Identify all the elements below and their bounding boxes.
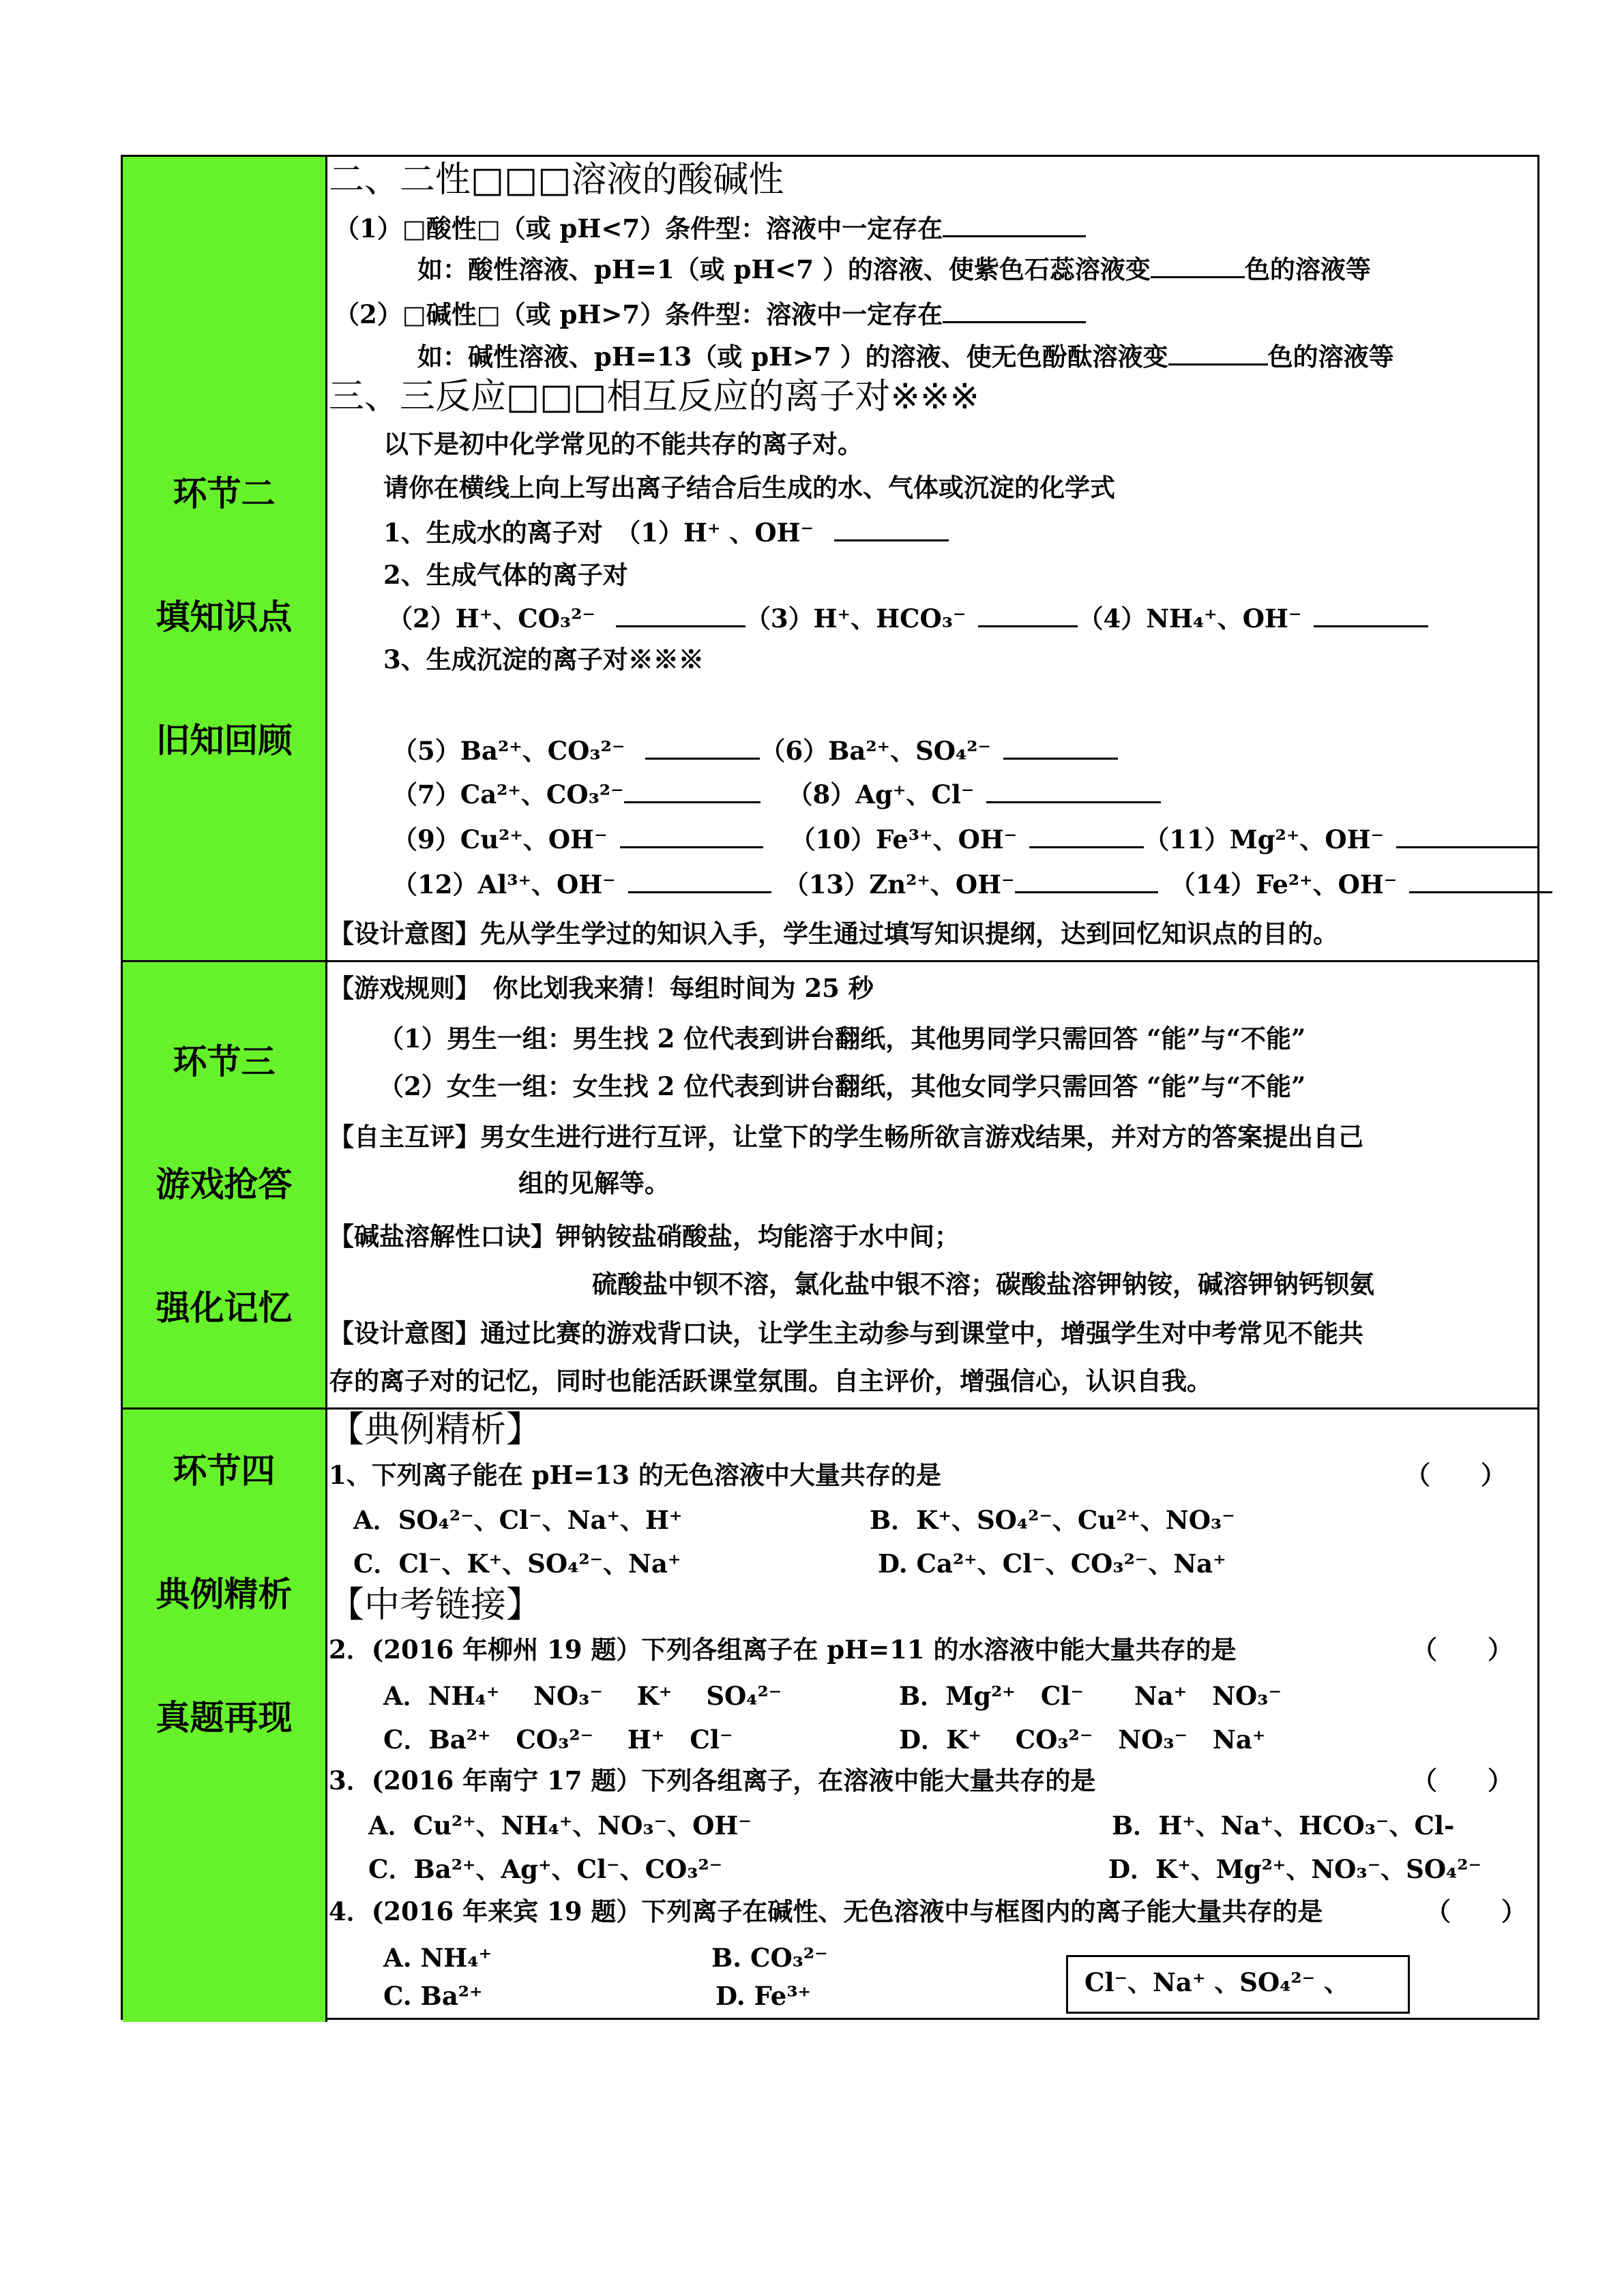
design-intent-2: 【设计意图】先从学生学过的知识入手，学生通过填写知识提纲，达到回忆知识点的目的。 — [329, 919, 1338, 949]
label-examples: 典例精析 — [156, 1575, 293, 1614]
blank-ppt-8[interactable] — [986, 778, 1161, 803]
girls-rule: （2）女生一组：女生找 2 位代表到讲台翻纸，其他女同学只需回答 “能”与“不能” — [379, 1071, 1306, 1101]
heading-exam-links: 【中考链接】 — [329, 1585, 542, 1626]
q1-option-d[interactable]: D. Ca²⁺、Cl⁻、CO₃²⁻、Na⁺ — [878, 1549, 1226, 1579]
design-intent-3a: 【设计意图】通过比赛的游戏背口诀，让学生主动参与到课堂中，增强学生对中考常见不能共 — [329, 1318, 1363, 1348]
label-memory: 强化记忆 — [156, 1288, 293, 1328]
precipitate-row-1: （5）Ba²⁺、CO₃²⁻ （6）Ba²⁺、SO₄²⁻ — [392, 734, 1118, 768]
section-two-label — [123, 157, 327, 960]
blank-ppt-6[interactable] — [1003, 734, 1118, 760]
rhyme-line-1: 【碱盐溶解性口诀】钾钠铵盐硝酸盐，均能溶于水中间； — [329, 1221, 960, 1251]
blank-gas-4[interactable] — [1314, 602, 1428, 627]
precipitate-pairs-title: 3、生成沉淀的离子对※※※ — [383, 644, 704, 674]
q4-option-a[interactable]: A. NH₄⁺ — [383, 1943, 492, 1973]
precipitate-row-4: （12）Al³⁺、OH⁻ （13）Zn²⁺、OH⁻ （14）Fe²⁺、OH⁻ — [392, 867, 1552, 901]
q3-option-c[interactable]: C．Ba²⁺、Ag⁺、Cl⁻、CO₃²⁻ — [368, 1854, 723, 1884]
precipitate-row-3: （9）Cu²⁺、OH⁻ （10）Fe³⁺、OH⁻ （11）Mg²⁺、OH⁻ — [392, 822, 1539, 856]
q1-option-a[interactable]: A．SO₄²⁻、Cl⁻、Na⁺、H⁺ — [353, 1505, 683, 1535]
blank-ppt-12[interactable] — [628, 868, 771, 893]
blank-gas-3[interactable] — [978, 602, 1078, 627]
section-four-label — [123, 1410, 327, 2022]
blank-water[interactable] — [834, 516, 949, 541]
intro-line-2: 请你在横线上向上写出离子结合后生成的水、气体或沉淀的化学式 — [383, 473, 1115, 503]
q1-option-c[interactable]: C．Cl⁻、K⁺、SO₄²⁻、Na⁺ — [353, 1549, 681, 1579]
blank-ppt-7[interactable] — [624, 778, 761, 803]
q2-option-b[interactable]: B．Mg²⁺ Cl⁻ Na⁺ NO₃⁻ — [899, 1681, 1282, 1711]
q3-option-d[interactable]: D．K⁺、Mg²⁺、NO₃⁻、SO₄²⁻ — [1108, 1854, 1482, 1884]
water-pairs: 1、生成水的离子对 （1）H⁺ 、OH⁻ — [383, 516, 949, 550]
question-1: 1、下列离子能在 pH=13 的无色溶液中大量共存的是 — [329, 1460, 941, 1490]
design-intent-3b: 存的离子对的记忆，同时也能活跃课堂氛围。自主评价，增强信心，认识自我。 — [329, 1366, 1212, 1396]
blank-litmus-color[interactable] — [1151, 253, 1245, 278]
blank-ppt-13[interactable] — [1015, 868, 1158, 893]
label-review: 旧知回顾 — [156, 721, 293, 760]
answer-paren-4[interactable]: （ ） — [1426, 1896, 1526, 1926]
q4-option-c[interactable]: C. Ba²⁺ — [383, 1981, 483, 2011]
answer-paren-1[interactable]: （ ） — [1405, 1460, 1506, 1490]
q2-option-c[interactable]: C．Ba²⁺ CO₃²⁻ H⁺ Cl⁻ — [383, 1725, 733, 1755]
q1-option-b[interactable]: B．K⁺、SO₄²⁻、Cu²⁺、NO₃⁻ — [870, 1505, 1235, 1535]
question-2: 2．(2016 年柳州 19 题）下列各组离子在 pH=11 的水溶液中能大量共存的是 — [329, 1635, 1237, 1665]
label-stage-three: 环节三 — [173, 1042, 276, 1082]
self-eval-2: 组的见解等。 — [518, 1168, 670, 1198]
blank-base-ion[interactable] — [943, 298, 1086, 323]
q2-option-d[interactable]: D．K⁺ CO₃²⁻ NO₃⁻ Na⁺ — [899, 1725, 1266, 1755]
heading-acidity: 二、二性□□□溶液的酸碱性 — [329, 160, 784, 200]
self-eval-1: 【自主互评】男女生进行进行互评，让堂下的学生畅所欲言游戏结果，并对方的答案提出自己 — [329, 1122, 1363, 1152]
blank-gas-2[interactable] — [616, 602, 745, 627]
blank-ppt-11[interactable] — [1396, 823, 1539, 848]
blank-phenol-color[interactable] — [1168, 340, 1268, 366]
label-stage-four: 环节四 — [173, 1451, 276, 1491]
section-three-label — [123, 962, 327, 1410]
game-rule: 【游戏规则】 你比划我来猜！每组时间为 25 秒 — [329, 973, 874, 1003]
label-fill-knowledge: 填知识点 — [156, 597, 293, 637]
boys-rule: （1）男生一组：男生找 2 位代表到讲台翻纸，其他男同学只需回答 “能”与“不能” — [379, 1024, 1306, 1054]
blank-ppt-9[interactable] — [620, 823, 763, 848]
blank-ppt-14[interactable] — [1409, 868, 1552, 893]
precipitate-row-2: （7）Ca²⁺、CO₃²⁻ （8）Ag⁺、Cl⁻ — [392, 777, 1161, 811]
rhyme-line-2: 硫酸盐中钡不溶，氯化盐中银不溶；碳酸盐溶钾钠铵，碱溶钾钠钙钡氨 — [592, 1269, 1374, 1299]
question-4: 4．(2016 年来宾 19 题）下列离子在碱性、无色溶液中与框图内的离子能大量共存的是 — [329, 1896, 1323, 1926]
intro-line-1: 以下是初中化学常见的不能共存的离子对。 — [383, 429, 863, 459]
q2-option-a[interactable]: A．NH₄⁺ NO₃⁻ K⁺ SO₄²⁻ — [383, 1681, 782, 1711]
answer-paren-2[interactable]: （ ） — [1412, 1635, 1513, 1665]
label-stage-two: 环节二 — [173, 474, 276, 513]
gas-pairs-title: 2、生成气体的离子对 — [383, 560, 628, 590]
q4-option-d[interactable]: D. Fe³⁺ — [715, 1981, 812, 2011]
basic-condition: （2）□碱性□（或 pH>7）条件型：溶液中一定存在 — [334, 297, 1086, 331]
blank-ppt-5[interactable] — [645, 734, 760, 760]
blank-acid-ion[interactable] — [943, 212, 1086, 237]
heading-examples: 【典例精析】 — [329, 1410, 542, 1450]
heading-ion-pairs: 三、三反应□□□相互反应的离子对※※※ — [329, 376, 980, 417]
label-game: 游戏抢答 — [156, 1165, 293, 1204]
question-3: 3．(2016 年南宁 17 题）下列各组离子，在溶液中能大量共存的是 — [329, 1765, 1096, 1795]
q3-option-b[interactable]: B．H⁺、Na⁺、HCO₃⁻、Cl- — [1112, 1810, 1455, 1840]
q4-option-b[interactable]: B. CO₃²⁻ — [711, 1943, 828, 1973]
acidic-condition: （1）□酸性□（或 pH<7）条件型：溶液中一定存在 — [334, 211, 1086, 245]
blank-ppt-10[interactable] — [1029, 823, 1144, 848]
label-real-exam: 真题再现 — [156, 1698, 293, 1738]
answer-paren-3[interactable]: （ ） — [1412, 1765, 1513, 1795]
ion-frame-text: Cl⁻、Na⁺ 、SO₄²⁻ 、 — [1084, 1967, 1350, 1997]
gas-pairs: （2）H⁺、CO₃²⁻ （3）H⁺、HCO₃⁻ （4）NH₄⁺、OH⁻ — [387, 601, 1428, 636]
section-four-row — [123, 1407, 1537, 2022]
q3-option-a[interactable]: A．Cu²⁺、NH₄⁺、NO₃⁻、OH⁻ — [368, 1810, 752, 1840]
basic-example: 如：碱性溶液、pH=13（或 pH>7 ）的溶液、使无色酚酞溶液变 色的溶液等 — [417, 342, 1394, 372]
acidic-example: 如：酸性溶液、pH=1（或 pH<7 ）的溶液、使紫色石蕊溶液变 色的溶液等 — [417, 254, 1371, 284]
